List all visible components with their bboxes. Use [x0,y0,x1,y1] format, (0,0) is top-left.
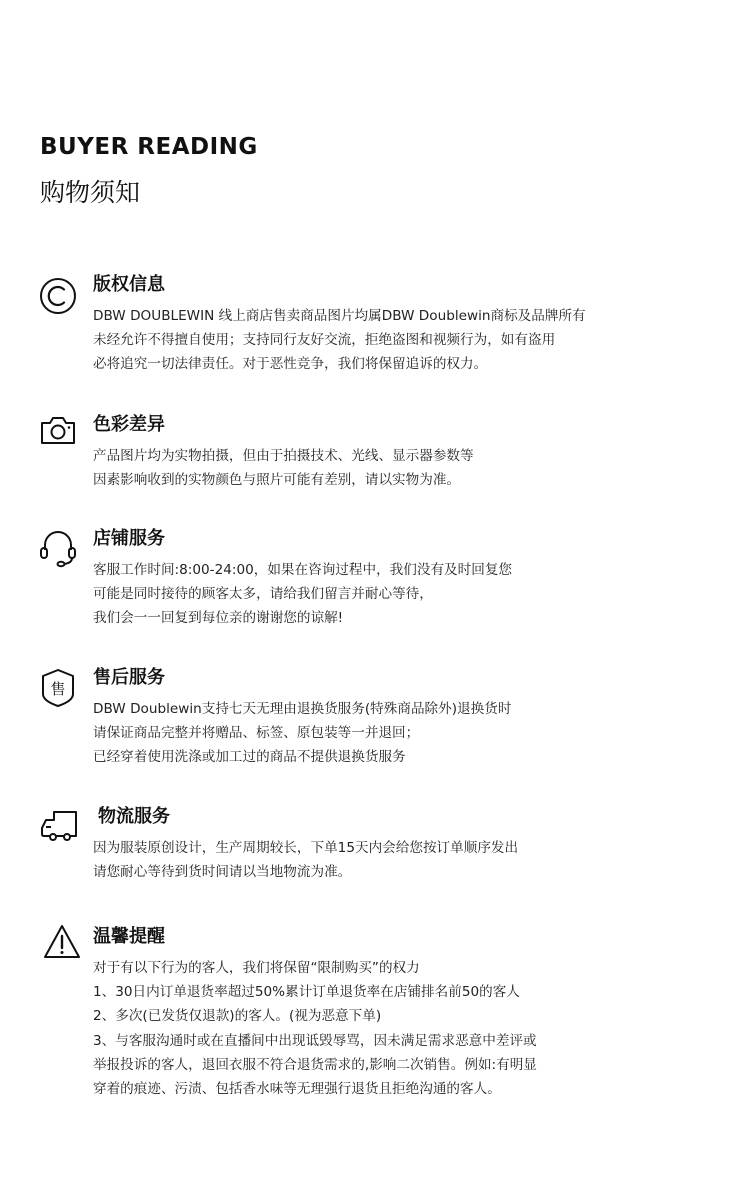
section-line: 2、多次(已发货仅退款)的客人。(视为恶意下单) [93,1008,382,1025]
section-line: 未经允许不得擅自使用；支持同行友好交流，拒绝盗图和视频行为，如有盗用 [93,332,556,349]
section-body [93,697,713,770]
section-title: 版权信息 [93,274,165,295]
camera-icon [38,411,78,451]
section-title: 色彩差异 [93,414,165,435]
section-line: 因为服装原创设计，生产周期较长，下单15天内会给您按订单顺序发出 [93,840,519,856]
section-line: 举报投诉的客人，退回衣服不符合退货需求的,影响二次销售。例如:有明显 [93,1056,537,1073]
section-line: 请您耐心等待到货时间请以当地物流为准。 [93,864,352,881]
section-line: DBW DOUBLEWIN 线上商店售卖商品图片均属DBW Doublewin商标及品牌所有 [93,308,586,324]
section-body [93,304,713,377]
section-line: 我们会一一回复到每位亲的谢谢您的谅解! [93,610,344,627]
page-title-en: BUYER READING [40,134,258,160]
section-line: 3、与客服沟通时或在直播间中出现诋毁辱骂，因未满足需求恶意中差评或 [93,1032,537,1049]
section-line: 1、30日内订单退货率超过50%累计订单退货率在店铺排名前50的客人 [93,984,520,1001]
section-title: 温馨提醒 [93,926,165,947]
section-line: 客服工作时间:8:00-24:00，如果在咨询过程中，我们没有及时回复您 [93,562,513,578]
section-body [93,956,713,1101]
section-body [93,558,713,631]
section-line: 产品图片均为实物拍摄，但由于拍摄技术、光线、显示器参数等 [93,448,474,464]
copyright-icon [38,276,78,316]
warning-icon [42,922,82,962]
section-line: DBW Doublewin支持七天无理由退换货服务(特殊商品除外)退换货时 [93,701,512,717]
section-line: 因素影响收到的实物颜色与照片可能有差别，请以实物为准。 [93,472,461,489]
section-title: 店铺服务 [93,528,165,549]
section-line: 请保证商品完整并将赠品、标签、原包装等一并退回； [93,725,420,742]
truck-icon [38,806,78,846]
after-sales-shield-icon [38,667,78,707]
section-body [93,836,713,884]
section-title: 售后服务 [93,667,165,688]
section-line: 穿着的痕迹、污渍、包括香水味等无理强行退货且拒绝沟通的客人。 [93,1081,501,1098]
section-body [93,444,713,492]
after-sales-icon-text: 售 [50,680,66,698]
page-title-cn: 购物须知 [40,178,141,207]
section-line: 可能是同时接待的顾客太多，请给我们留言并耐心等待， [93,586,433,603]
headset-icon [38,528,78,568]
section-line: 已经穿着使用洗涤或加工过的商品不提供退换货服务 [93,749,406,766]
section-line: 对于有以下行为的客人，我们将保留“限制购买”的权力 [93,960,420,976]
section-title: 物流服务 [98,806,170,827]
section-line: 必将追究一切法律责任。对于恶性竞争，我们将保留追诉的权力。 [93,356,488,373]
